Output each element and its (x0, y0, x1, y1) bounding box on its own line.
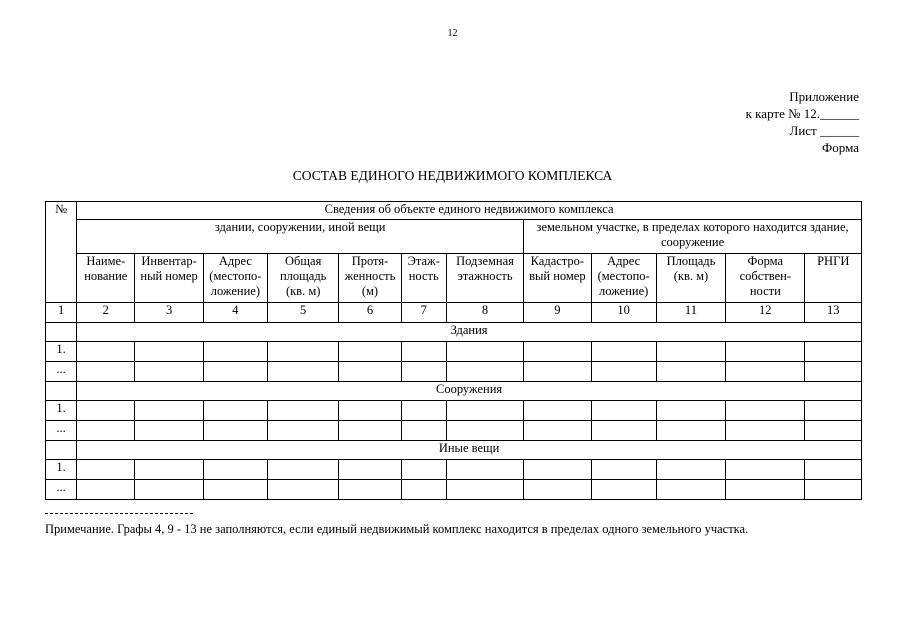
empty-cell (524, 460, 591, 480)
row-number: ... (46, 362, 77, 382)
empty-cell (446, 480, 523, 500)
empty-cell (135, 421, 203, 441)
empty-cell (656, 362, 725, 382)
header-number: № (46, 202, 77, 303)
empty-cell (339, 362, 401, 382)
empty-cell (203, 480, 267, 500)
empty-cell (203, 362, 267, 382)
column-number-cell: 5 (268, 303, 339, 323)
empty-cell (77, 342, 135, 362)
table-row (46, 342, 862, 362)
section-blank-cell (46, 323, 77, 342)
empty-cell (401, 342, 446, 362)
row-number: ... (46, 421, 77, 441)
empty-cell (591, 421, 656, 441)
empty-cell (268, 421, 339, 441)
document-title: СОСТАВ ЕДИНОГО НЕДВИЖИМОГО КОМПЛЕКСА (292, 168, 613, 183)
col-header-ownership-form: Форма собствен-ности (726, 254, 805, 303)
empty-cell (446, 362, 523, 382)
empty-cell (591, 480, 656, 500)
empty-cell (135, 480, 203, 500)
empty-cell (805, 421, 862, 441)
empty-cell (203, 460, 267, 480)
empty-cell (268, 362, 339, 382)
col-header-name: Наиме-нование (77, 254, 135, 303)
empty-cell (726, 362, 805, 382)
empty-cell (805, 362, 862, 382)
column-number-cell: 6 (339, 303, 401, 323)
empty-cell (524, 342, 591, 362)
row-number: 1. (46, 460, 77, 480)
empty-cell (656, 342, 725, 362)
table-row (46, 460, 862, 480)
table-row (46, 401, 862, 421)
empty-cell (268, 342, 339, 362)
empty-cell (135, 362, 203, 382)
section-row (46, 323, 862, 342)
empty-cell (339, 342, 401, 362)
column-number-cell: 2 (77, 303, 135, 323)
empty-cell (726, 401, 805, 421)
footnote-separator (45, 513, 193, 514)
empty-cell (268, 480, 339, 500)
empty-cell (726, 342, 805, 362)
empty-cell (339, 401, 401, 421)
section-blank-cell (46, 441, 77, 460)
col-header-floors: Этаж-ность (401, 254, 446, 303)
column-number-cell: 10 (591, 303, 656, 323)
empty-cell (77, 362, 135, 382)
col-header-cadastral-number: Кадастро-вый номер (524, 254, 591, 303)
empty-cell (401, 362, 446, 382)
empty-cell (726, 460, 805, 480)
empty-cell (805, 342, 862, 362)
column-number-cell: 11 (656, 303, 725, 323)
header-building-group: здании, сооружении, иной вещи (77, 220, 524, 254)
col-header-total-area: Общая площадь (кв. м) (268, 254, 339, 303)
column-number-cell: 4 (203, 303, 267, 323)
section-title: Иные вещи (77, 441, 862, 460)
complex-composition-table (45, 201, 862, 500)
col-header-rngi: РНГИ (805, 254, 862, 303)
empty-cell (524, 421, 591, 441)
page-number: 12 (447, 28, 458, 39)
col-header-land-area: Площадь (кв. м) (656, 254, 725, 303)
empty-cell (339, 421, 401, 441)
section-row (46, 382, 862, 401)
header-object-info: Сведения об объекте единого недвижимого комплекса (77, 202, 862, 220)
empty-cell (339, 460, 401, 480)
empty-cell (77, 480, 135, 500)
empty-cell (656, 460, 725, 480)
empty-cell (339, 480, 401, 500)
empty-cell (524, 480, 591, 500)
col-header-length: Протя-женность (м) (339, 254, 401, 303)
column-number-cell: 12 (726, 303, 805, 323)
empty-cell (805, 480, 862, 500)
col-header-inventory-number: Инвентар-ный номер (135, 254, 203, 303)
empty-cell (805, 460, 862, 480)
col-header-land-address: Адрес (местопо-ложение) (591, 254, 656, 303)
column-number-cell: 7 (401, 303, 446, 323)
section-title: Сооружения (77, 382, 862, 401)
empty-cell (524, 401, 591, 421)
empty-cell (805, 401, 862, 421)
empty-cell (203, 342, 267, 362)
empty-cell (446, 342, 523, 362)
section-title: Здания (77, 323, 862, 342)
col-header-building-address: Адрес (местопо-ложение) (203, 254, 267, 303)
table-row (46, 362, 862, 382)
empty-cell (401, 480, 446, 500)
empty-cell (77, 401, 135, 421)
empty-cell (591, 342, 656, 362)
empty-cell (656, 421, 725, 441)
column-number-cell: 13 (805, 303, 862, 323)
column-number-cell: 3 (135, 303, 203, 323)
empty-cell (726, 480, 805, 500)
empty-cell (135, 460, 203, 480)
row-number: ... (46, 480, 77, 500)
column-number-cell: 8 (446, 303, 523, 323)
table-row (46, 480, 862, 500)
empty-cell (401, 421, 446, 441)
column-number-cell: 9 (524, 303, 591, 323)
form-label: Форма (822, 140, 859, 155)
empty-cell (446, 460, 523, 480)
empty-cell (268, 460, 339, 480)
empty-cell (446, 401, 523, 421)
empty-cell (591, 460, 656, 480)
empty-cell (726, 421, 805, 441)
empty-cell (77, 460, 135, 480)
footnote-note: Примечание. Графы 4, 9 - 13 не заполняются, если единый недвижимый комплекс находится в пределах одного земельного участка. (45, 522, 749, 536)
header-land-group: земельном участке, в пределах которого находится здание, сооружение (524, 220, 862, 254)
empty-cell (401, 401, 446, 421)
table-row (46, 421, 862, 441)
empty-cell (203, 421, 267, 441)
empty-cell (77, 421, 135, 441)
col-header-underground-floors: Подземная этажность (446, 254, 523, 303)
empty-cell (401, 460, 446, 480)
sheet-line: Лист ______ (789, 123, 859, 138)
empty-cell (591, 362, 656, 382)
card-number-line: к карте № 12.______ (745, 106, 859, 121)
empty-cell (446, 421, 523, 441)
empty-cell (135, 342, 203, 362)
empty-cell (268, 401, 339, 421)
empty-cell (591, 401, 656, 421)
appendix-block (746, 88, 859, 156)
empty-cell (524, 362, 591, 382)
row-number: 1. (46, 401, 77, 421)
empty-cell (656, 401, 725, 421)
empty-cell (656, 480, 725, 500)
section-blank-cell (46, 382, 77, 401)
row-number: 1. (46, 342, 77, 362)
empty-cell (203, 401, 267, 421)
appendix-label: Приложение (789, 89, 859, 104)
empty-cell (135, 401, 203, 421)
section-row (46, 441, 862, 460)
column-number-cell: 1 (46, 303, 77, 323)
